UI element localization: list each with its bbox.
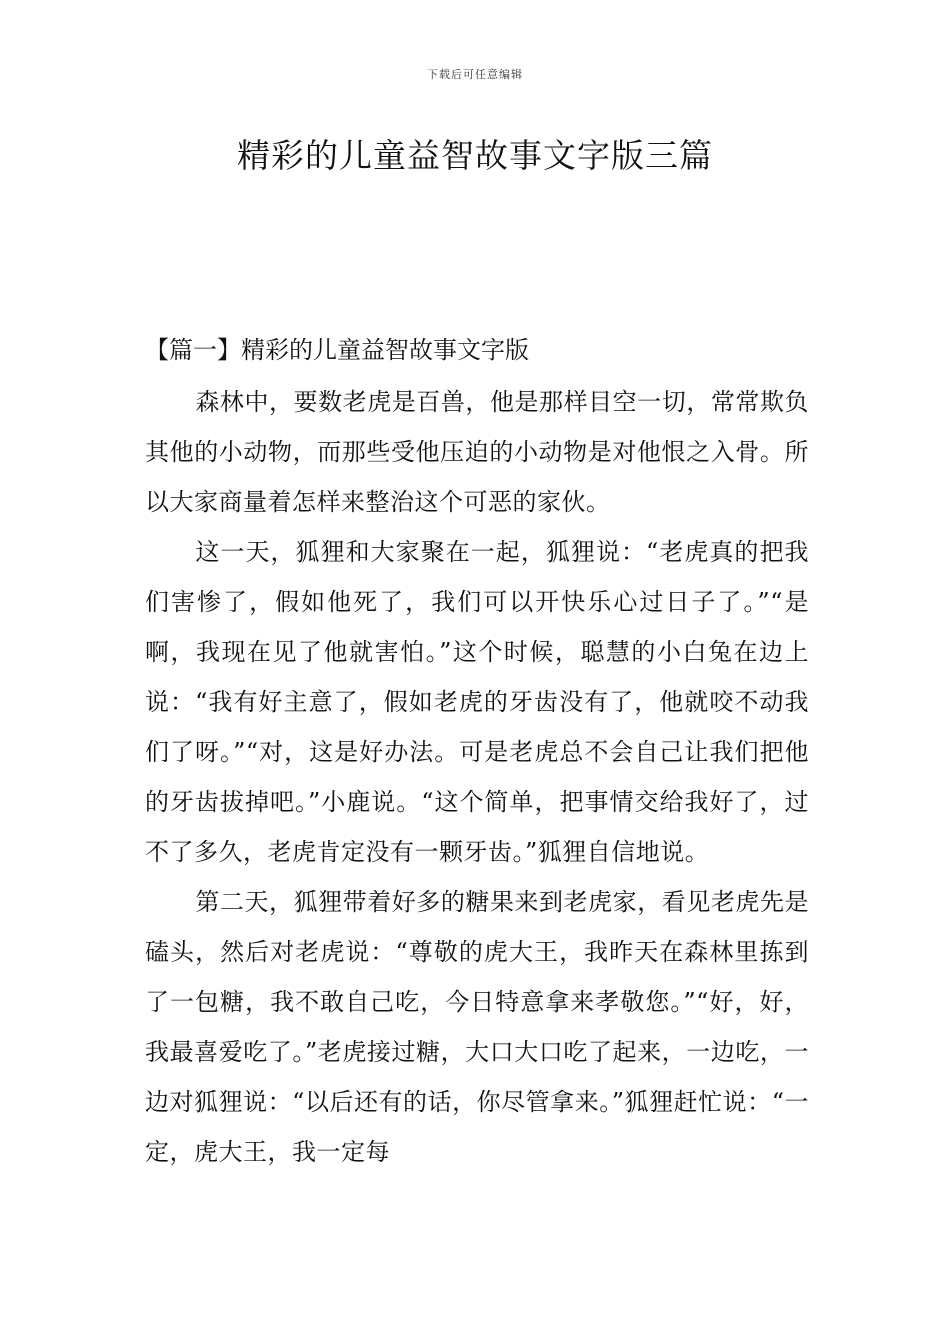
header-note: 下载后可任意编辑 (427, 68, 523, 81)
paragraph: 森林中，要数老虎是百兽，他是那样目空一切，常常欺负其他的小动物，而那些受他压迫的小动物是对他恨之入骨。所以大家商量着怎样来整治这个可恶的家伙。 (145, 388, 809, 516)
document-title: 精彩的儿童益智故事文字版三篇 (237, 136, 713, 175)
section-heading: 【篇一】精彩的儿童益智故事文字版 (145, 336, 529, 364)
paragraph: 这一天，狐狸和大家聚在一起，狐狸说：“老虎真的把我们害惨了，假如他死了，我们可以开快乐心过日子了。”“是啊，我现在见了他就害怕。”这个时候，聪慧的小白兔在边上说：“我有好主意了，假如老虎的牙齿没有了，他就咬不动我们了呀。”“对，这是好办法。可是老虎总不会自己让我们把他的牙齿拔掉吧。”小鹿说。“这个简单，把事情交给我好了，过不了多久，老虎肯定没有一颗牙齿。”狐狸自信地说。 (145, 538, 809, 866)
paragraph: 第二天，狐狸带着好多的糖果来到老虎家，看见老虎先是磕头，然后对老虎说：“尊敬的虎大王，我昨天在森林里拣到了一包糖，我不敢自己吃，今日特意拿来孝敬您。”“好，好，我最喜爱吃了。”老虎接过糖，大口大口吃了起来，一边吃，一边对狐狸说：“以后还有的话，你尽管拿来。”狐狸赶忙说：“一定，虎大王，我一定每 (145, 888, 809, 1166)
document-body (145, 328, 809, 1177)
